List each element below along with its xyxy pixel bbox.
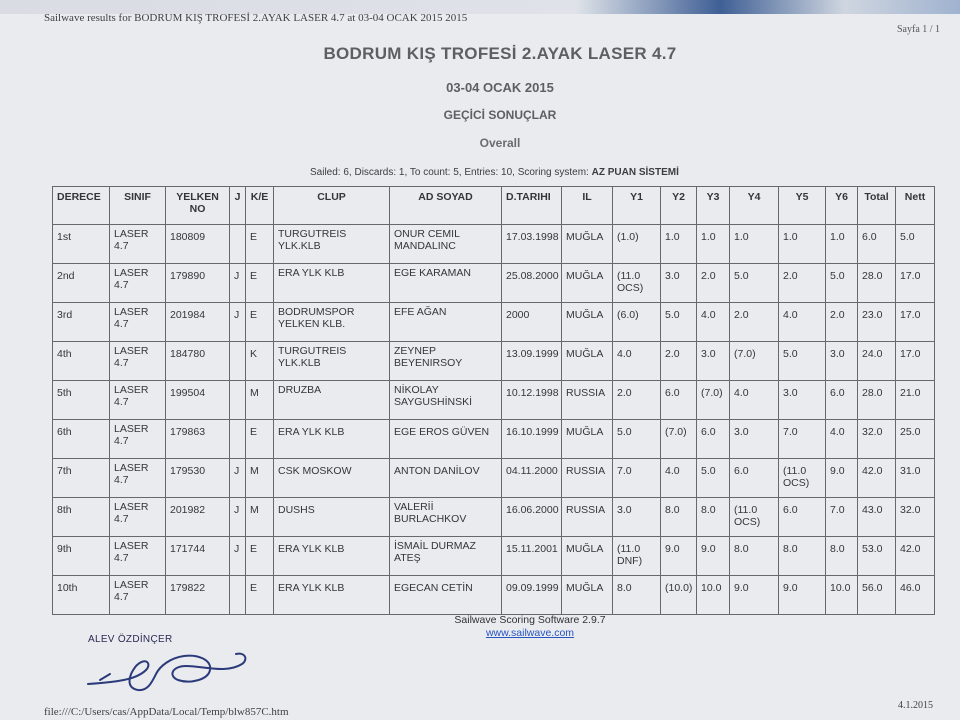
- cell-y3: 1.0: [697, 225, 730, 264]
- cell-y5: 3.0: [779, 381, 826, 420]
- cell-total: 6.0: [858, 225, 896, 264]
- table-row: [53, 264, 935, 303]
- table-row: [53, 303, 935, 342]
- cell-name: EGE EROS GÜVEN: [390, 420, 502, 459]
- cell-y4: 8.0: [730, 537, 779, 576]
- cell-nett: 5.0: [896, 225, 935, 264]
- cell-j: [230, 342, 246, 381]
- cell-il: MUĞLA: [562, 576, 613, 615]
- cell-dob: 2000: [502, 303, 562, 342]
- cell-y6: 5.0: [826, 264, 858, 303]
- cell-sail-no: 179822: [166, 576, 230, 615]
- print-date: 4.1.2015: [898, 700, 933, 711]
- cell-rank: 7th: [53, 459, 110, 498]
- cell-total: 42.0: [858, 459, 896, 498]
- cell-name: EFE AĞAN: [390, 303, 502, 342]
- cell-dob: 15.11.2001: [502, 537, 562, 576]
- col-total: Total: [858, 187, 896, 225]
- cell-y3: 8.0: [697, 498, 730, 537]
- cell-y3: 6.0: [697, 420, 730, 459]
- table-row: [53, 576, 935, 615]
- cell-total: 43.0: [858, 498, 896, 537]
- cell-y6: 4.0: [826, 420, 858, 459]
- col-y1: Y1: [613, 187, 661, 225]
- cell-sail-no: 180809: [166, 225, 230, 264]
- cell-nett: 32.0: [896, 498, 935, 537]
- cell-total: 53.0: [858, 537, 896, 576]
- cell-il: MUĞLA: [562, 225, 613, 264]
- cell-j: J: [230, 303, 246, 342]
- cell-y1: (11.0 DNF): [613, 537, 661, 576]
- cell-y1: 8.0: [613, 576, 661, 615]
- table-row: [53, 225, 935, 264]
- cell-dob: 16.10.1999: [502, 420, 562, 459]
- cell-y4: (11.0 OCS): [730, 498, 779, 537]
- cell-class: LASER 4.7: [110, 225, 166, 264]
- header-row: [53, 187, 935, 225]
- cell-y6: 1.0: [826, 225, 858, 264]
- results-table: [52, 186, 935, 615]
- col-yelken-no: YELKEN NO: [166, 187, 230, 225]
- cell-il: MUĞLA: [562, 303, 613, 342]
- cell-ke: E: [246, 225, 274, 264]
- cell-name: NİKOLAY SAYGUSHİNSKİ: [390, 381, 502, 420]
- cell-j: [230, 381, 246, 420]
- scoring-summary-text: Sailed: 6, Discards: 1, To count: 5, Entries: 10, Scoring system:: [310, 167, 592, 178]
- cell-name: VALERİİ BURLACHKOV: [390, 498, 502, 537]
- cell-name: ANTON DANİLOV: [390, 459, 502, 498]
- cell-ke: E: [246, 537, 274, 576]
- cell-class: LASER 4.7: [110, 576, 166, 615]
- cell-rank: 5th: [53, 381, 110, 420]
- cell-nett: 21.0: [896, 381, 935, 420]
- cell-y5: 7.0: [779, 420, 826, 459]
- cell-y4: 5.0: [730, 264, 779, 303]
- handwritten-signature: [86, 644, 256, 694]
- cell-class: LASER 4.7: [110, 537, 166, 576]
- cell-j: [230, 576, 246, 615]
- cell-y5: 2.0: [779, 264, 826, 303]
- cell-total: 23.0: [858, 303, 896, 342]
- col-ke: K/E: [246, 187, 274, 225]
- cell-j: [230, 225, 246, 264]
- cell-y6: 2.0: [826, 303, 858, 342]
- cell-y1: (1.0): [613, 225, 661, 264]
- cell-y6: 8.0: [826, 537, 858, 576]
- cell-sail-no: 179530: [166, 459, 230, 498]
- scoring-system-name: AZ PUAN SİSTEMİ: [591, 167, 679, 178]
- print-page-number: Sayfa 1 / 1: [897, 24, 941, 35]
- cell-rank: 6th: [53, 420, 110, 459]
- cell-sail-no: 201984: [166, 303, 230, 342]
- cell-y5: 9.0: [779, 576, 826, 615]
- cell-y4: 1.0: [730, 225, 779, 264]
- col-j: J: [230, 187, 246, 225]
- cell-il: MUĞLA: [562, 342, 613, 381]
- cell-y2: 5.0: [661, 303, 697, 342]
- cell-ke: M: [246, 498, 274, 537]
- cell-dob: 13.09.1999: [502, 342, 562, 381]
- print-header-title: Sailwave results for BODRUM KIŞ TROFESİ 2.AYAK LASER 4.7 at 03-04 OCAK 2015 2015: [44, 12, 468, 24]
- cell-sail-no: 184780: [166, 342, 230, 381]
- scoring-summary: [310, 167, 679, 178]
- cell-total: 24.0: [858, 342, 896, 381]
- cell-y5: (11.0 OCS): [779, 459, 826, 498]
- col-club: CLUP: [274, 187, 390, 225]
- cell-nett: 31.0: [896, 459, 935, 498]
- cell-nett: 46.0: [896, 576, 935, 615]
- cell-rank: 8th: [53, 498, 110, 537]
- website-link[interactable]: www.sailwave.com: [485, 627, 575, 639]
- cell-y2: 2.0: [661, 342, 697, 381]
- cell-y6: 6.0: [826, 381, 858, 420]
- cell-j: J: [230, 537, 246, 576]
- cell-y4: 9.0: [730, 576, 779, 615]
- table-row: [53, 498, 935, 537]
- cell-ke: K: [246, 342, 274, 381]
- cell-y6: 9.0: [826, 459, 858, 498]
- cell-sail-no: 201982: [166, 498, 230, 537]
- cell-j: J: [230, 498, 246, 537]
- results-group: Overall: [479, 136, 521, 150]
- cell-club: BODRUMSPOR YELKEN KLB.: [274, 303, 390, 342]
- cell-y2: (7.0): [661, 420, 697, 459]
- col-y4: Y4: [730, 187, 779, 225]
- cell-club: TURGUTREIS YLK.KLB: [274, 225, 390, 264]
- cell-class: LASER 4.7: [110, 420, 166, 459]
- cell-nett: 17.0: [896, 264, 935, 303]
- cell-y4: 3.0: [730, 420, 779, 459]
- cell-y2: 6.0: [661, 381, 697, 420]
- cell-y2: 4.0: [661, 459, 697, 498]
- cell-y3: 4.0: [697, 303, 730, 342]
- cell-il: MUĞLA: [562, 420, 613, 459]
- cell-y1: (6.0): [613, 303, 661, 342]
- cell-y2: 8.0: [661, 498, 697, 537]
- cell-y5: 8.0: [779, 537, 826, 576]
- cell-club: DUSHS: [274, 498, 390, 537]
- cell-sail-no: 199504: [166, 381, 230, 420]
- cell-y2: 9.0: [661, 537, 697, 576]
- cell-rank: 4th: [53, 342, 110, 381]
- col-ad-soyad: AD SOYAD: [390, 187, 502, 225]
- cell-dob: 16.06.2000: [502, 498, 562, 537]
- cell-dob: 09.09.1999: [502, 576, 562, 615]
- cell-y5: 6.0: [779, 498, 826, 537]
- cell-total: 56.0: [858, 576, 896, 615]
- cell-class: LASER 4.7: [110, 303, 166, 342]
- cell-y3: 5.0: [697, 459, 730, 498]
- table-row: [53, 342, 935, 381]
- cell-y2: 1.0: [661, 225, 697, 264]
- cell-class: LASER 4.7: [110, 381, 166, 420]
- cell-name: ONUR CEMIL MANDALINC: [390, 225, 502, 264]
- cell-rank: 10th: [53, 576, 110, 615]
- table-row: [53, 459, 935, 498]
- cell-dob: 04.11.2000: [502, 459, 562, 498]
- cell-y6: 10.0: [826, 576, 858, 615]
- cell-y4: (7.0): [730, 342, 779, 381]
- col-y5: Y5: [779, 187, 826, 225]
- cell-nett: 17.0: [896, 303, 935, 342]
- cell-club: ERA YLK KLB: [274, 264, 390, 303]
- table-row: [53, 381, 935, 420]
- cell-nett: 25.0: [896, 420, 935, 459]
- cell-y5: 1.0: [779, 225, 826, 264]
- cell-club: DRUZBA: [274, 381, 390, 420]
- cell-ke: E: [246, 264, 274, 303]
- cell-club: CSK MOSKOW: [274, 459, 390, 498]
- cell-club: TURGUTREIS YLK.KLB: [274, 342, 390, 381]
- cell-j: J: [230, 264, 246, 303]
- results-status: GEÇİCİ SONUÇLAR: [443, 108, 557, 122]
- cell-y5: 4.0: [779, 303, 826, 342]
- cell-sail-no: 179863: [166, 420, 230, 459]
- cell-y3: (7.0): [697, 381, 730, 420]
- file-path: file:///C:/Users/cas/AppData/Local/Temp/blw857C.htm: [44, 706, 289, 718]
- col-derece: DERECE: [53, 187, 110, 225]
- cell-il: RUSSIA: [562, 498, 613, 537]
- col-y3: Y3: [697, 187, 730, 225]
- cell-class: LASER 4.7: [110, 342, 166, 381]
- cell-il: MUĞLA: [562, 537, 613, 576]
- cell-class: LASER 4.7: [110, 498, 166, 537]
- cell-dob: 25.08.2000: [502, 264, 562, 303]
- cell-dob: 10.12.1998: [502, 381, 562, 420]
- cell-class: LASER 4.7: [110, 264, 166, 303]
- cell-sail-no: 179890: [166, 264, 230, 303]
- cell-dob: 17.03.1998: [502, 225, 562, 264]
- cell-y3: 2.0: [697, 264, 730, 303]
- cell-club: ERA YLK KLB: [274, 420, 390, 459]
- col-y2: Y2: [661, 187, 697, 225]
- cell-y1: (11.0 OCS): [613, 264, 661, 303]
- cell-total: 28.0: [858, 264, 896, 303]
- signer-name: ALEV ÖZDİNÇER: [88, 634, 173, 645]
- cell-y2: (10.0): [661, 576, 697, 615]
- cell-sail-no: 171744: [166, 537, 230, 576]
- col-nett: Nett: [896, 187, 935, 225]
- cell-rank: 1st: [53, 225, 110, 264]
- cell-y6: 7.0: [826, 498, 858, 537]
- cell-ke: E: [246, 303, 274, 342]
- cell-nett: 17.0: [896, 342, 935, 381]
- cell-y4: 6.0: [730, 459, 779, 498]
- cell-name: EGE KARAMAN: [390, 264, 502, 303]
- cell-ke: M: [246, 381, 274, 420]
- cell-y3: 3.0: [697, 342, 730, 381]
- event-title: BODRUM KIŞ TROFESİ 2.AYAK LASER 4.7: [323, 44, 677, 63]
- col-il: IL: [562, 187, 613, 225]
- cell-y3: 10.0: [697, 576, 730, 615]
- cell-y1: 4.0: [613, 342, 661, 381]
- cell-club: ERA YLK KLB: [274, 537, 390, 576]
- cell-y6: 3.0: [826, 342, 858, 381]
- cell-total: 28.0: [858, 381, 896, 420]
- cell-y4: 4.0: [730, 381, 779, 420]
- cell-nett: 42.0: [896, 537, 935, 576]
- cell-rank: 9th: [53, 537, 110, 576]
- event-date: 03-04 OCAK 2015: [446, 80, 554, 95]
- cell-class: LASER 4.7: [110, 459, 166, 498]
- cell-y3: 9.0: [697, 537, 730, 576]
- cell-y1: 3.0: [613, 498, 661, 537]
- cell-name: ZEYNEP BEYENIRSOY: [390, 342, 502, 381]
- cell-y2: 3.0: [661, 264, 697, 303]
- cell-y5: 5.0: [779, 342, 826, 381]
- cell-j: [230, 420, 246, 459]
- cell-y1: 7.0: [613, 459, 661, 498]
- table-row: [53, 420, 935, 459]
- cell-j: J: [230, 459, 246, 498]
- software-credit: Sailwave Scoring Software 2.9.7: [454, 614, 606, 626]
- cell-total: 32.0: [858, 420, 896, 459]
- cell-y4: 2.0: [730, 303, 779, 342]
- cell-ke: M: [246, 459, 274, 498]
- cell-il: RUSSIA: [562, 381, 613, 420]
- table-row: [53, 537, 935, 576]
- cell-rank: 3rd: [53, 303, 110, 342]
- cell-rank: 2nd: [53, 264, 110, 303]
- cell-club: ERA YLK KLB: [274, 576, 390, 615]
- cell-y1: 5.0: [613, 420, 661, 459]
- cell-ke: E: [246, 420, 274, 459]
- cell-y1: 2.0: [613, 381, 661, 420]
- cell-name: EGECAN CETİN: [390, 576, 502, 615]
- cell-il: RUSSIA: [562, 459, 613, 498]
- cell-ke: E: [246, 576, 274, 615]
- col-dogum-tarihi: D.TARIHI: [502, 187, 562, 225]
- cell-il: MUĞLA: [562, 264, 613, 303]
- cell-name: İSMAİL DURMAZ ATEŞ: [390, 537, 502, 576]
- col-sinif: SINIF: [110, 187, 166, 225]
- col-y6: Y6: [826, 187, 858, 225]
